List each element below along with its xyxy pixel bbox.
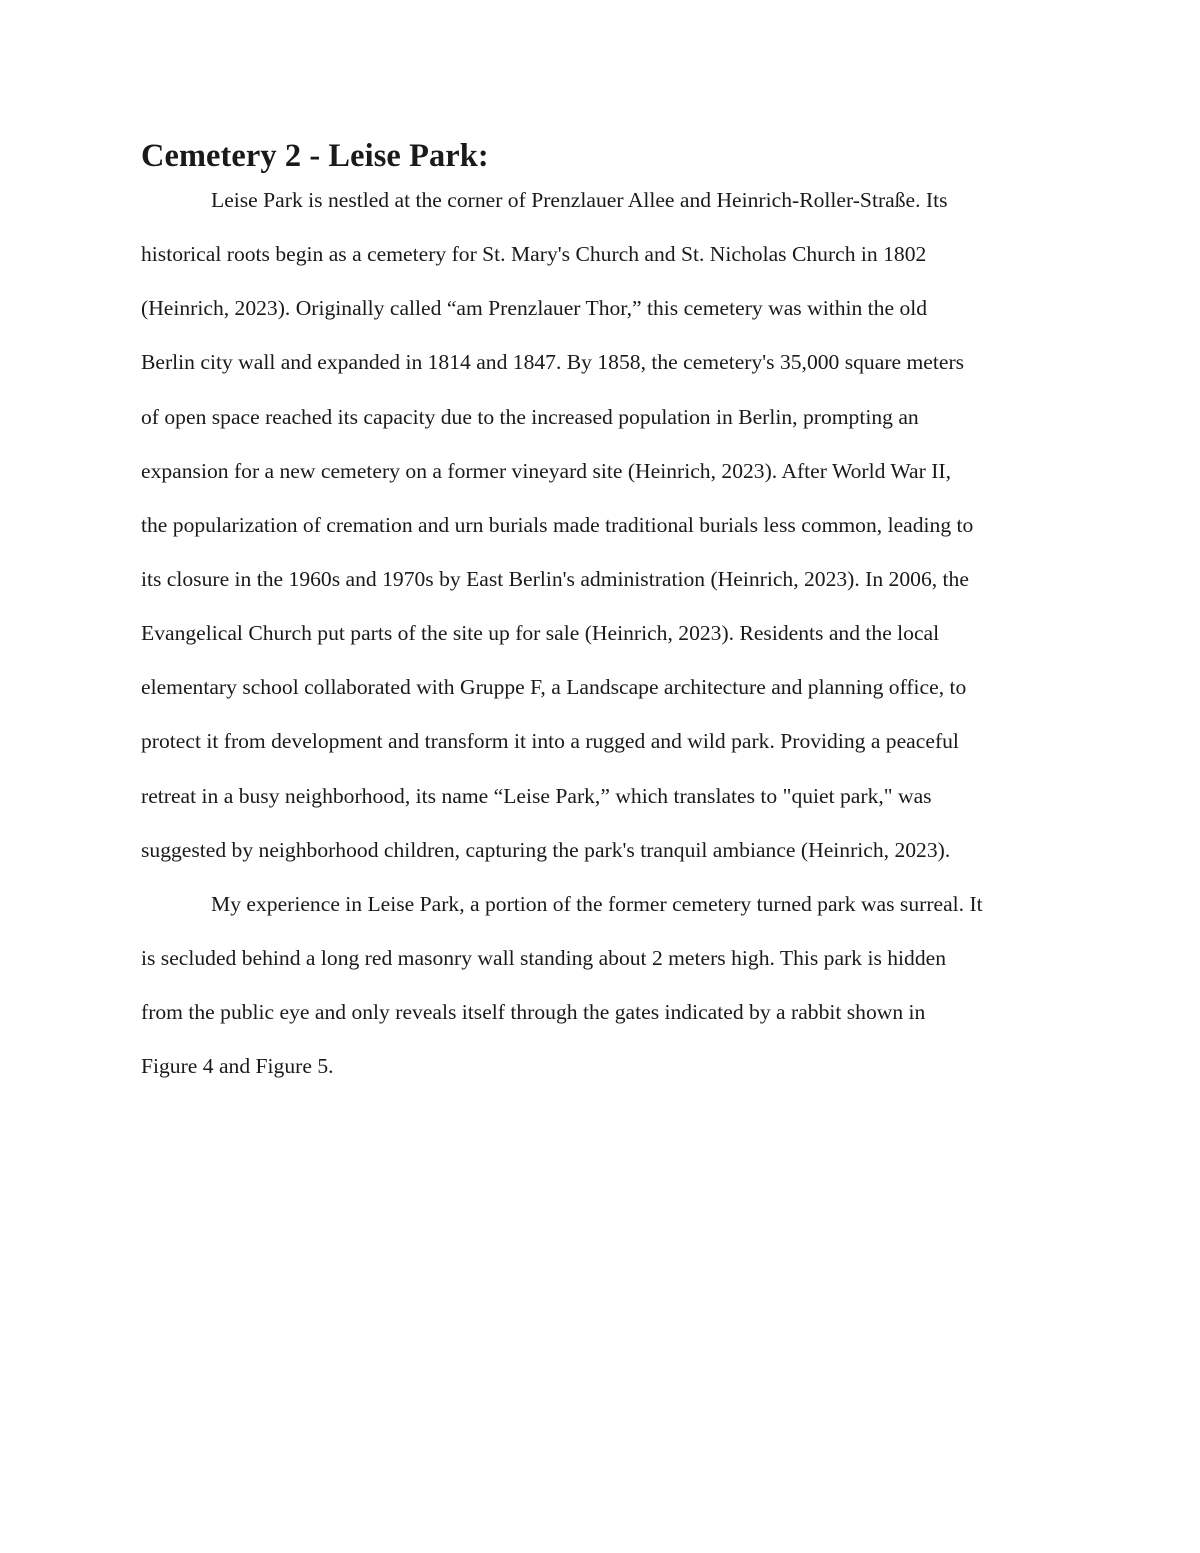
text-line: protect it from development and transform it into a rugged and wild park. Providing a peaceful [141,729,959,754]
section-heading: Cemetery 2 - Leise Park: [141,138,489,174]
text-line: Leise Park is nestled at the corner of Prenzlauer Allee and Heinrich-Roller-Straße. Its [211,188,948,212]
text-line: from the public eye and only reveals itself through the gates indicated by a rabbit shown in [141,1000,926,1025]
text-line: suggested by neighborhood children, capturing the park's tranquil ambiance (Heinrich, 2023). [141,837,951,862]
text-line: the popularization of cremation and urn burials made traditional burials less common, leading to [141,512,974,537]
text-line: Figure 4 and Figure 5. [141,1054,334,1079]
paragraph-experience [141,877,1059,1094]
text-line: Berlin city wall and expanded in 1814 and 1847. By 1858, the cemetery's 35,000 square meters [141,350,965,375]
paragraph-history [141,173,1059,877]
text-line: expansion for a new cemetery on a former vineyard site (Heinrich, 2023). After World War II, [141,458,951,483]
document-body [141,140,1059,1093]
text-line: of open space reached its capacity due to the increased population in Berlin, prompting an [141,404,919,429]
text-line: historical roots begin as a cemetery for St. Mary's Church and St. Nicholas Church in 1802 [141,242,927,267]
text-line: My experience in Leise Park, a portion of the former cemetery turned park was surreal. It [211,891,983,916]
text-line: retreat in a busy neighborhood, its name “Leise Park,” which translates to "quiet park," was [141,783,932,808]
text-line: (Heinrich, 2023). Originally called “am Prenzlauer Thor,” this cemetery was within the old [141,296,928,321]
text-line: Evangelical Church put parts of the site up for sale (Heinrich, 2023). Residents and the local [141,621,940,646]
text-line: is secluded behind a long red masonry wall standing about 2 meters high. This park is hidden [141,945,947,970]
text-line: its closure in the 1960s and 1970s by East Berlin's administration (Heinrich, 2023). In 2006, the [141,566,969,591]
text-line: elementary school collaborated with Gruppe F, a Landscape architecture and planning office, to [141,675,967,700]
